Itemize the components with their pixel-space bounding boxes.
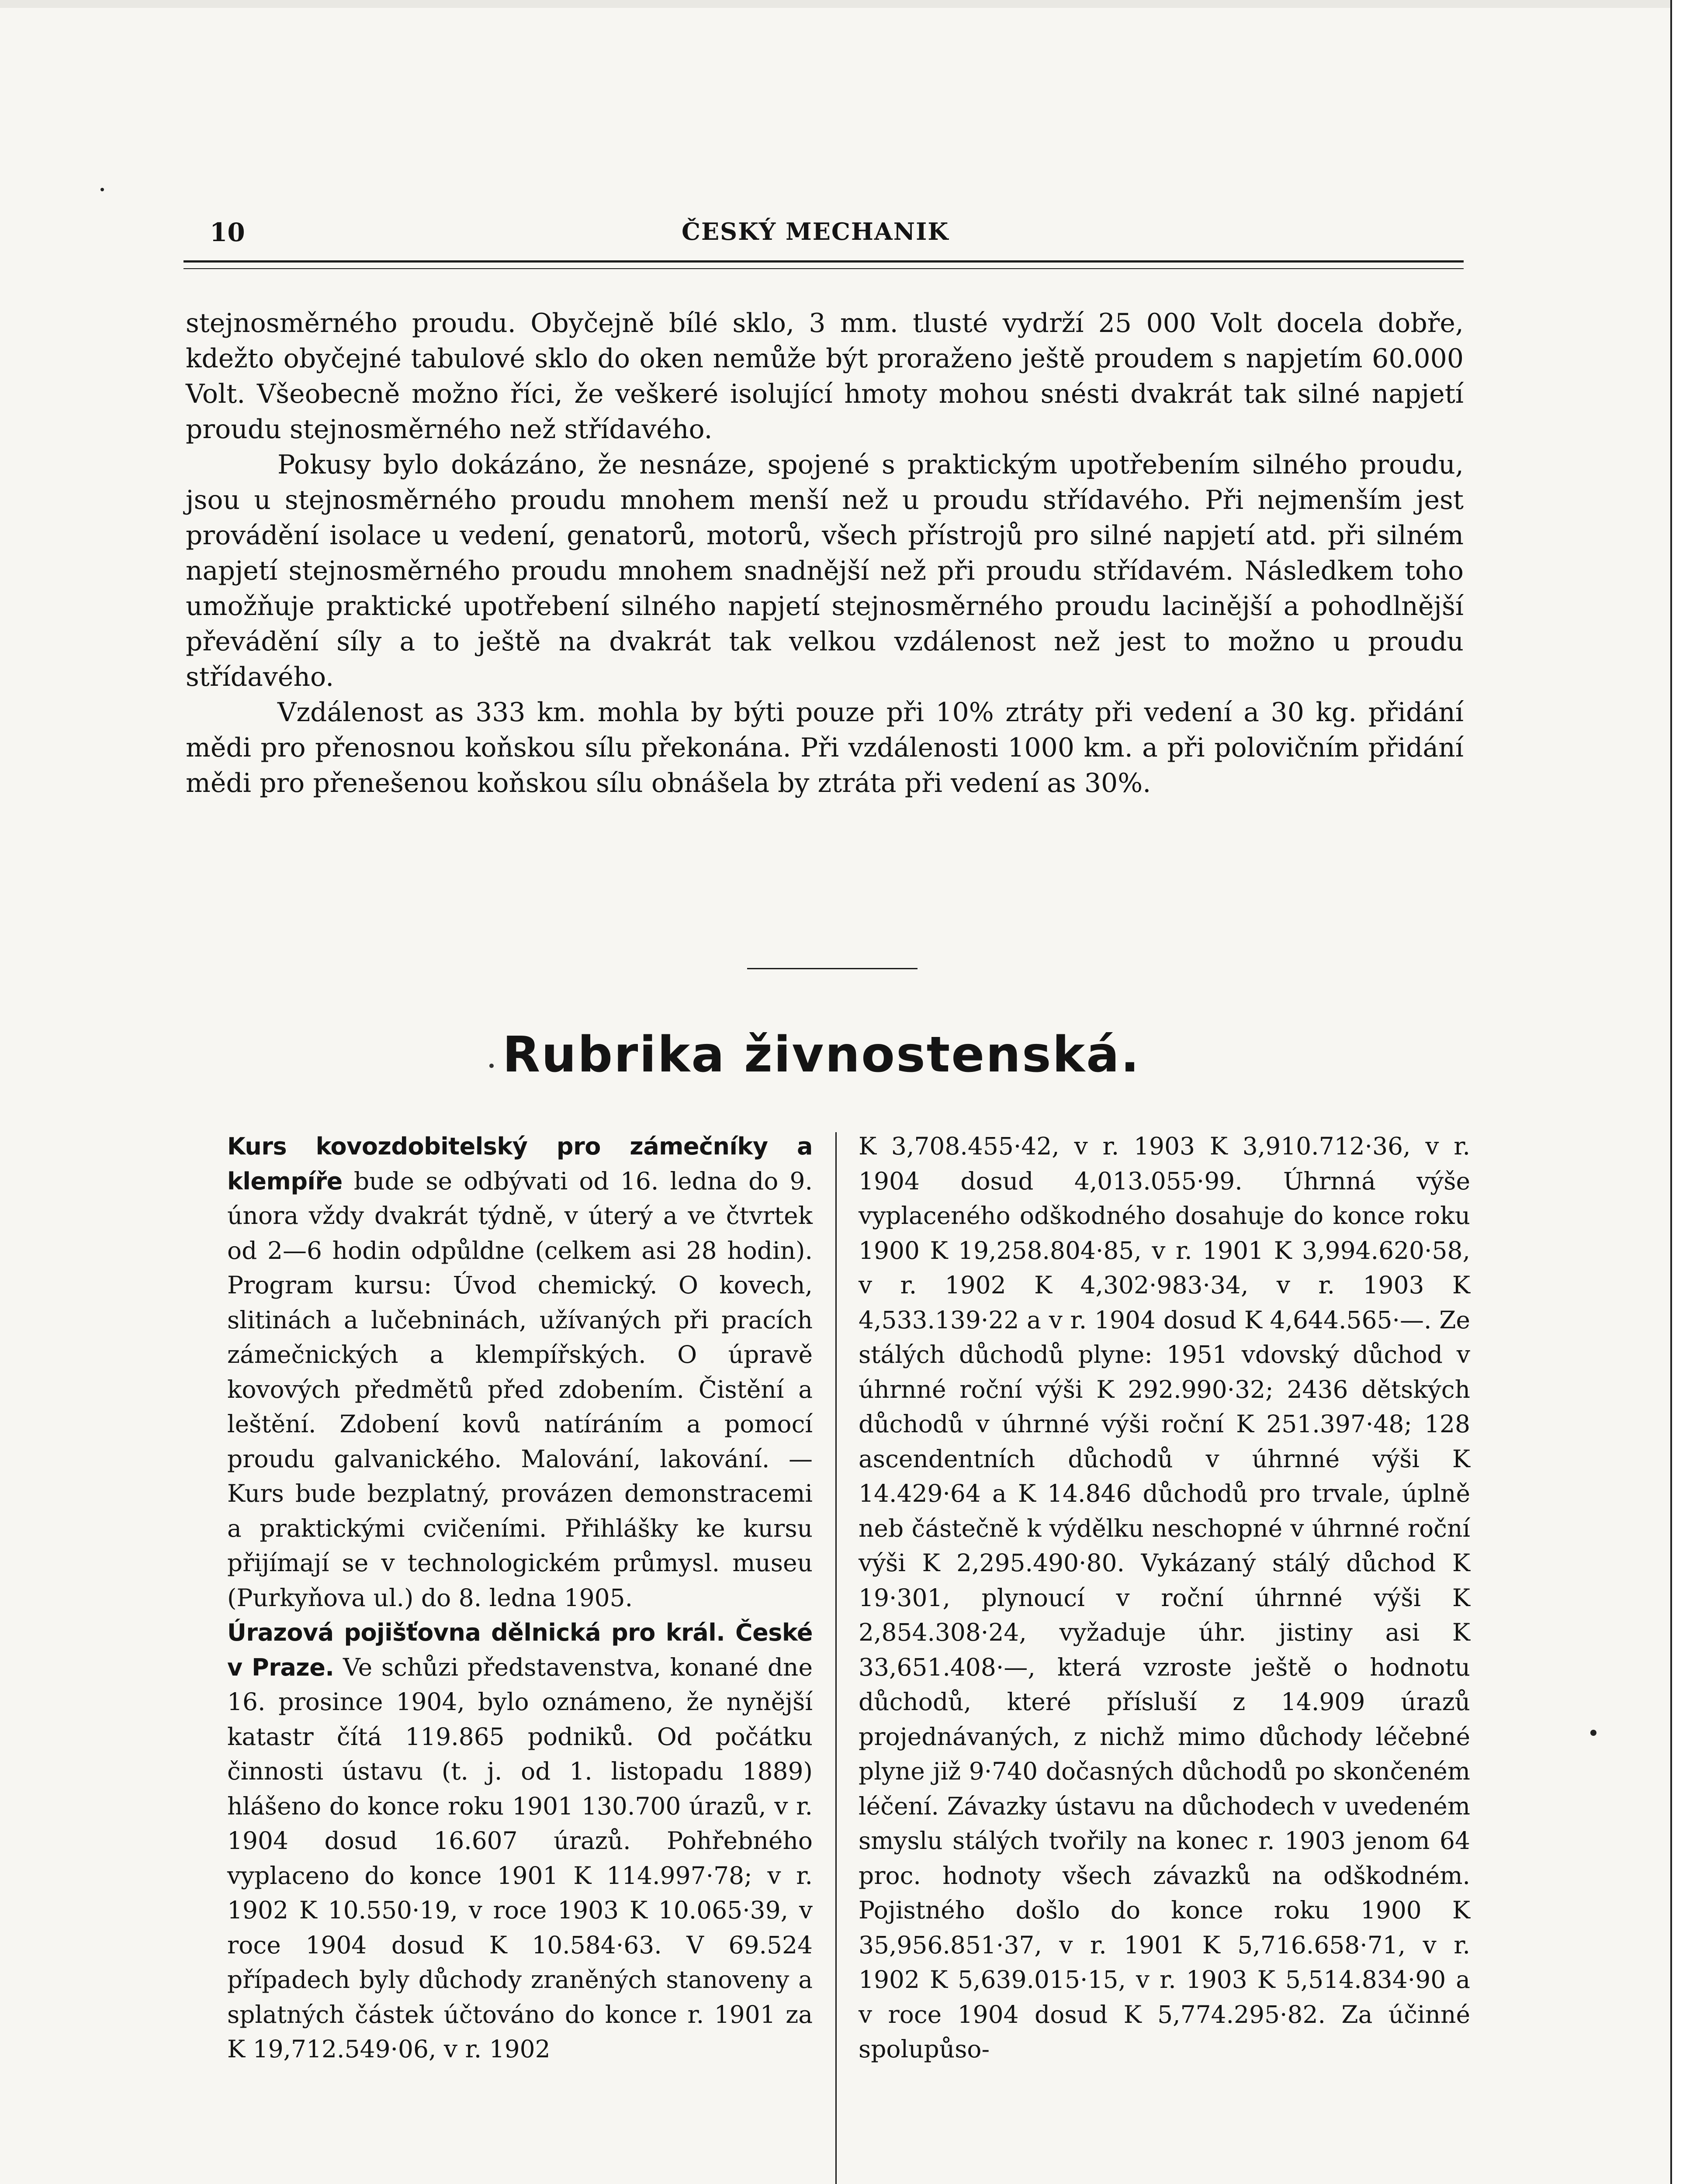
section-divider — [747, 968, 918, 969]
news-item-lead: Úrazová pojišťovna dělnická pro král. České v Praze. — [227, 1619, 813, 1681]
header-rule — [184, 260, 1464, 263]
news-item — [188, 1129, 813, 1615]
running-title: ČESKÝ MECHANIK — [682, 218, 949, 245]
intro-text — [186, 306, 1464, 801]
left-column — [188, 1129, 813, 2067]
scan-speck — [1590, 1730, 1596, 1736]
decorative-dot — [489, 1064, 494, 1068]
scan-right-margin — [1670, 0, 1707, 2184]
column-divider — [835, 1132, 837, 2184]
scan-top-edge — [0, 0, 1672, 8]
news-item — [188, 1615, 813, 2067]
header-rule-thin — [184, 268, 1464, 269]
right-column — [859, 1129, 1470, 2067]
news-item-lead: Kurs kovozdobitelský pro zámečníky a klempíře — [227, 1133, 813, 1195]
news-item-body: Ve schůzi představenstva, konané dne 16. prosince 1904, bylo oznámeno, že nynější katastr čítá 119.865 podniků. Od počátku činnosti ústavu (t. j. od 1. listopadu 1889) hlášeno do konce roku 1901 130.700 úrazů, v r. 1904 dosud 16.607 úrazů. Pohřebného vyplaceno do konce 1901 K 114.997·78; v r. 1902 K 10.550·19, v roce 1903 K 10.065·39, v roce 1904 dosud K 10.584·63. V 69.524 případech byly důchody zraněných stanoveny a splatných částek účtováno do konce r. 1901 za K 19,712.549·06, v r. 1902 — [227, 1653, 813, 2063]
intro-paragraph: Pokusy bylo dokázáno, že nesnáze, spojené s praktickým upotřebením silného proudu, jsou u stejnosměrného proudu mnohem menší než u proudu střídavého. Při nejmenším jest provádění isolace u vedení, genatorů, motorů, všech přístrojů pro silné napjetí atd. při silném napjetí stejnosměrného proudu mnohem snadnější než při proudu střídavém. Následkem toho umožňuje praktické upotřebení silného napjetí stejnosměrného proudu lacinější a pohodlnější převádění síly a to ještě na dvakrát tak velkou vzdálenost než jest to možno u proudu střídavého. — [186, 449, 1464, 692]
news-item-body: bude se odbývati od 16. ledna do 9. února vždy dvakrát týdně, v úterý a ve čtvrtek od 2—6 hodin odpůldne (celkem asi 28 hodin). Program kursu: Úvod chemický. O kovech, slitinách a lučebninách, užívaných při pracích zámečnických a klempířských. O úpravě kovových předmětů před zdobením. Čistění a leštění. Zdobení kovů natíráním a pomocí proudu galvanického. Malování, lakování. — Kurs bude bezplatný, provázen demonstracemi a praktickými cvičeními. Přihlášky ke kursu přijímají se v technologickém průmysl. museu (Purkyňova ul.) do 8. ledna 1905. — [227, 1167, 813, 1612]
section-heading: Rubrika živnostenská. — [502, 1026, 1141, 1083]
scan-speck — [100, 188, 104, 191]
page-number: 10 — [210, 218, 245, 247]
intro-paragraph: Vzdálenost as 333 km. mohla by býti pouze při 10% ztráty při vedení a 30 kg. přidání mědi pro přenosnou koňskou sílu překonána. Při vzdálenosti 1000 km. a při polovičním přidání mědi pro přenešenou koňskou sílu obnášela by ztráta při vedení as 30%. — [186, 697, 1464, 798]
intro-paragraph: stejnosměrného proudu. Obyčejně bílé sklo, 3 mm. tlusté vydrží 25 000 Volt docela dobře, kdežto obyčejné tabulové sklo do oken nemůže být proraženo ještě proudem s napjetím 60.000 Volt. Všeobecně možno říci, že veškeré isolující hmoty mohou snésti dvakrát tak silné napjetí proudu stejnosměrného než střídavého. — [186, 308, 1464, 445]
news-item-continuation: K 3,708.455·42, v r. 1903 K 3,910.712·36, v r. 1904 dosud 4,013.055·99. Úhrnná výše vyplaceného odškodného dosahuje do konce roku 1900 K 19,258.804·85, v r. 1901 K 3,994.620·58, v r. 1902 K 4,302·983·34, v r. 1903 K 4,533.139·22 a v r. 1904 dosud K 4,644.565·—. Ze stálých důchodů plyne: 1951 vdovský důchod v úhrnné roční výši K 292.990·32; 2436 dětských důchodů v úhrnné výši roční K 251.397·48; 128 ascendentních důchodů v úhrnné výši K 14.429·64 a K 14.846 důchodů pro trvale, úplně neb částečně k výdělku neschopné v úhrnné roční výši K 2,295.490·80. Vykázaný stálý důchod K 19·301, plynoucí v roční úhrnné výši K 2,854.308·24, vyžaduje úhr. jistiny asi K 33,651.408·—, která vzroste ještě o hodnotu důchodů, které přísluší z 14.909 úrazů projednávaných, z nichž mimo důchody léčebné plyne již 9·740 dočasných důchodů po skončeném léčení. Závazky ústavu na důchodech v uvedeném smyslu stálých tvořily na konec r. 1903 jenom 64 proc. hodnoty všech závazků na odškodném. Pojistného došlo do konce roku 1900 K 35,956.851·37, v r. 1901 K 5,716.658·71, v r. 1902 K 5,639.015·15, v r. 1903 K 5,514.834·90 a v roce 1904 dosud K 5,774.295·82. Za účinné spolupůso- — [859, 1132, 1470, 2063]
